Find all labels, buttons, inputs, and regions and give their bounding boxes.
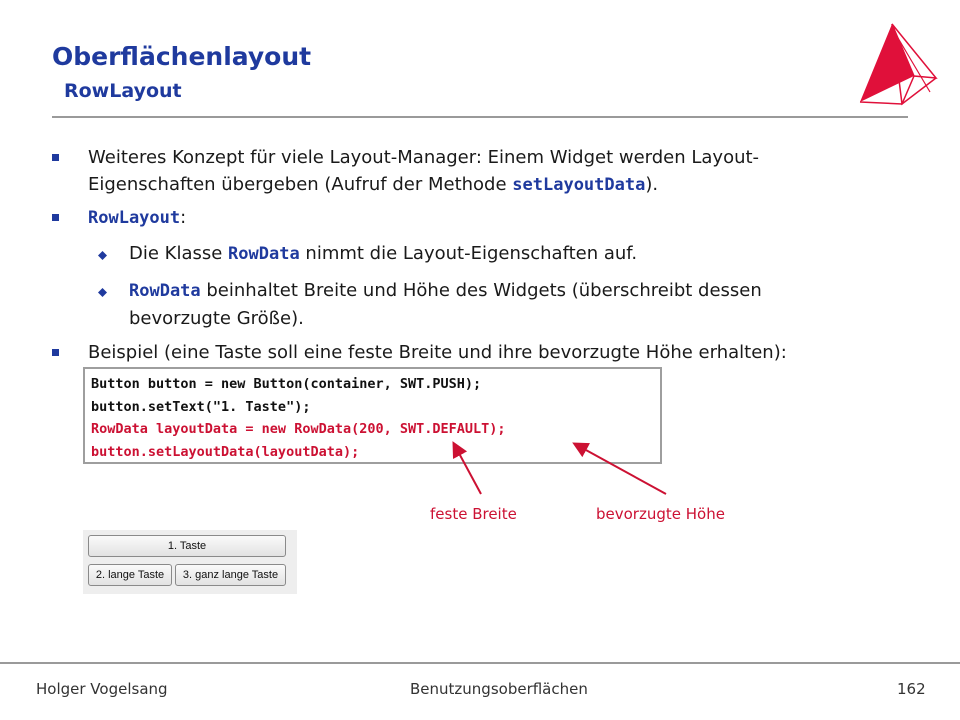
square-bullet-icon xyxy=(52,349,60,357)
diamond-bullet-icon xyxy=(98,251,107,260)
square-bullet-icon xyxy=(52,154,60,162)
inline-code: RowData xyxy=(129,281,201,301)
code-line: Button button = new Button(container, SWT.PUSH); xyxy=(91,376,482,392)
diamond-bullet-icon xyxy=(98,288,107,297)
bullet-line: bevorzugte Größe). xyxy=(129,308,304,329)
subbullet-text-rowdata xyxy=(129,240,637,268)
title-divider xyxy=(52,116,908,118)
code-listing xyxy=(83,367,662,464)
square-bullet-icon xyxy=(52,214,60,222)
footer-divider xyxy=(0,662,960,664)
footer-author: Holger Vogelsang xyxy=(36,680,168,698)
demo-button-3[interactable]: 3. ganz lange Taste xyxy=(175,564,286,586)
inline-code: RowData xyxy=(228,244,300,264)
inline-code: RowLayout xyxy=(88,208,181,228)
slide-title: Oberflächenlayout xyxy=(52,42,312,71)
footer-course: Benutzungsoberflächen xyxy=(410,680,588,698)
bullet-line: : xyxy=(180,207,187,228)
bullet-line: nimmt die Layout-Eigenschaften auf. xyxy=(299,243,638,264)
subbullet-text-dimensions xyxy=(129,277,919,332)
bullet-text-rowlayout xyxy=(88,204,186,232)
sail-logo-icon xyxy=(852,18,942,116)
code-line: button.setLayoutData(layoutData); xyxy=(91,443,360,460)
bullet-text-example xyxy=(88,339,787,366)
bullet-line: Die Klasse xyxy=(129,243,229,264)
demo-button-2[interactable]: 2. lange Taste xyxy=(88,564,172,586)
bullet-line: Eigenschaften übergeben (Aufruf der Methode xyxy=(88,174,513,195)
slide-subtitle: RowLayout xyxy=(64,80,182,102)
bullet-line: ). xyxy=(645,174,659,195)
annotation-fixed-width: feste Breite xyxy=(430,505,517,523)
bullet-text-concept xyxy=(88,144,918,199)
code-line: RowData layoutData = new RowData(200, SWT.DEFAULT); xyxy=(91,421,506,437)
annotation-preferred-height: bevorzugte Höhe xyxy=(596,505,725,523)
bullet-line: Beispiel (eine Taste soll eine feste Breite und ihre bevorzugte Höhe erhalten): xyxy=(88,342,787,363)
rowlayout-demo xyxy=(83,530,297,594)
demo-button-1[interactable]: 1. Taste xyxy=(88,535,286,557)
bullet-line: Weiteres Konzept für viele Layout-Manager: Einem Widget werden Layout- xyxy=(88,147,760,168)
inline-code: setLayoutData xyxy=(512,175,646,195)
bullet-line: beinhaltet Breite und Höhe des Widgets (überschreibt dessen xyxy=(200,280,762,301)
footer-page-number: 162 xyxy=(897,680,926,698)
code-line: button.setText("1. Taste"); xyxy=(91,398,311,415)
